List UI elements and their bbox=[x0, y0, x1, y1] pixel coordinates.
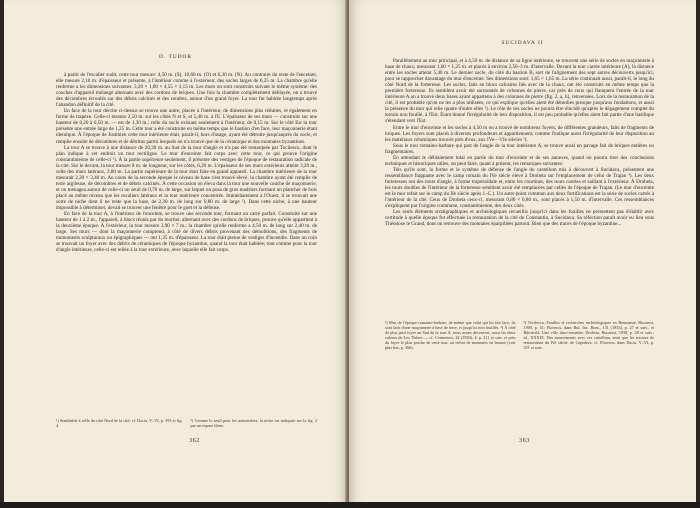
left-page bbox=[4, 0, 347, 508]
left-page-number: 362 bbox=[189, 437, 200, 444]
right-running-head: SUCIDAVA II bbox=[501, 40, 544, 46]
left-footnote-col-2 bbox=[191, 418, 318, 428]
right-paragraph-1: Parallèlement au mur principal, et à 4,50 m. de distance de sa ligne intérieure, se trouvent une série de socles en maçonnerie à base de chaux, mesurant 1,60 × 1,25 m. et placés à environ 2,50–3 m. d'intervalle. Devant la tour carrée intérieure (A), la distance entre les socles atteint 5,40 m. Le dernier socle, du côté du bastion B, sort de l'alignement des sept autres découverts jusqu'ici, pour se rapprocher davantage du mur d'enceinte. Ses dimensions sont: 1,65 × 1,65 m. La série continuait aussi, paraît-il, le long du côté Nord de la forteresse. Les socles, faits en blocs calcaires liés avec de la chaux, ont été construits en même temps que la première forteresse. Ils semblent avoir été surmontés de colonnes de pierre, car près de ceux qui flanquent l'entrée de la tour intérieure A on a trouvé deux bases ayant appartenu à des colonnes de pierre (fig. 2, a, b), renversées. Lors de la restauration de la cité, il est probable qu'on ne les a plus utilisées, ce qui explique qu'elles aient été démolies presque jusqu'aux fondations, et aussi la présence du mur qui relie quatre d'entre elles ¹). Le rôle de ces socles ne pourra être élucidé qu'après le dégagement complet du terrain non fouillé, à l'Est. Étant donné l'irrégularité de leur disposition, il est peu probable qu'elles aient fait partie d'une basilique s'étendant vers l'Est. bbox=[385, 58, 654, 125]
right-footnote-col-1 bbox=[385, 320, 516, 351]
left-footnote-col-1 bbox=[56, 418, 183, 428]
left-text-block bbox=[56, 72, 317, 253]
right-paragraph-3: Sous le mur romaino-barbare qui part de l'angle de la tour intérieure A, se trouve aussi un pavage fait de briques entières ou fragmentaires. bbox=[385, 142, 654, 155]
left-footnote-2: ²) Comme le seuil pour les meurtrières, la niche est indiquée sur la fig. 2 par un espace blanc. bbox=[190, 418, 317, 429]
bottom-edge bbox=[0, 502, 700, 508]
left-paragraph-1: à partir de l'escalier sudit, cette tour mesure: 4,50 m. (S), 10,60 m. (O) et 6,30 m. (N). Au contraire du reste de l'enceinte, elle mesure 2,10 m. d'épaisseur et présente, à l'intérieur comme à l'extérieur, des socles larges de 0,25 m. La chambre qu'elle renferme a les dimensions suivantes: 3,20 × 1,80 × 4,55 × 3,15 m. Les murs on sont construits suivant le même système: des couches d'appareil mélangé alternant avec des cordons de briques. Une fois la chambre complètement déblayée, on a trouvé des décombres écroulés sur des débris calcinés et des cendres, autour d'un grand foyer. La tour fut habitée longtemps après l'abandon définitif de la cité. bbox=[56, 72, 317, 109]
left-footnotes bbox=[56, 418, 317, 428]
right-paragraph-6: Les seuls éléments stratigraphiques et archéologiques recueillis jusqu'ici dans les fouilles ne permettent pas d'établir avec certitude à quelle époque fut effectuée la restauration de la cité de Constantin, à Sucidava. Sa réfection paraît avoir eu lieu sous Théodose le Grand, dont on retrouve des monnaies éparpillées partout. Bien que des traces de l'époque byzantine... bbox=[385, 209, 654, 228]
left-paragraph-2: En face de la tour décrite ci-dessus se trouve une autre, placée à l'intérieur, de dimensions plus réduites, et également en forme de trapèze. Celle-ci mesure 2,50 m. sur les côtés N et S, et 5,40 m. à l'E. L'épaisseur de ses murs — construits sur une hauteur de 0,20 à 0,50 m. — est de 1,30 m.; celle du socle existant seulement à l'intérieur, de 0,15 m. Sur le côté Est la tour présente une entrée large de 1,25 m. Cette tour a été construite en même temps que le bastion d'en face, leur maçonnerie étant identique. À l'époque de Justinien cette tour intérieure était, paraît-il, hors d'usage, ayant été détruite jusqu'auprès du socle, et remplie ensuite de décombres et de détritus parmi lesquels on n'a trouvé que de la céramique et des monnaies byzantines. bbox=[56, 108, 317, 145]
left-paragraph-4: En face de la tour A, à l'intérieur de l'enceinte, se trouve une seconde tour, formant un carré parfait. Construite sur une hauteur de 1 à 2 m., l'appareil, à blocs réunis par du mortier, alternant avec des cordons de briques, prouve qu'elle appartient à la deuxième époque. À l'extérieur, la tour mesure 3,90 × 7 m.; la chambre qu'elle renferme a 4,50 m. de long sur 2,40 m. de large. Ses murs — dont la maçonnerie comprend, à côté de divers débris provenant des démolitions, des fragments de monuments sculpturaux ou épigraphiques — ont 1,35 m. d'épaisseur. La tour était pleine de vestiges d'incendie. Dans un coin se trouvait un foyer avec des débris de céramiques de l'époque byzantine, quand la tour était habitée; tout comme pour la tour d'angle intérieure, celle-ci est reliée à la tour extérieure, avec laquelle elle fait corps. bbox=[56, 211, 317, 254]
right-page bbox=[349, 0, 696, 508]
right-paragraph-5: Tels qu'ils sont, la forme et le système de défense de l'angle du castellum mis à découvert à Sucidava, présentent une ressemblance frappante avec le camp romain du IVe siècle élevé à Drobeta sur l'emplacement de celui de Trajan ³). Les deux forteresses ont des tours d'angle, à forme trapézoïdale et, entre les courtines, des tours carrées et saillant à l'extérieur. À Drobeta, les tours doubles de l'intérieur de la forteresse semblent avoir été remplacées par celles de l'époque de Trajan. (Le mur d'enceinte est le mur refait sur le camp du IIe siècle après J.-C.). Un autre point commun aux deux fortifications est la série de socles carrés à l'intérieur de la cité. Ceux de Drobeta ceux-ci, mesurant 0,80 × 0,80 m., sont placés à 1,50 m. d'intervalle. Ces ressemblances s'expliquent par l'origine commune, constantinienne, des deux cités. bbox=[385, 166, 654, 210]
right-paragraph-4: En attendant le déblaiement total en partie du mur d'enceinte et de ses annexes, quand on pourra tirer des conclusions techniques et historiques utiles, on peut faire, quant à présent, les remarques suivantes: bbox=[385, 154, 654, 167]
left-paragraph-3: La tour A se trouve à une distance de 20,30 m. au Sud de la tour d'angle et n'a pas été remarquée par Tocilescu, dont le plan indique à cet endroit un mur rectiligne. Le mur d'enceinte fait corps avec cette tour, ce qui prouve l'origine constantinienne de celle-ci ¹). À la partie supérieure seulement, il présente des vestiges de l'époque de restauration radicale de la cité. Sur le devant, la tour mesure 8 m. de longueur, sur les côtés, 6,20 m. L'épaisseur de ses murs extérieurs atteint 3,20 m., celle des murs latéraux, 2,80 m. La partie supérieure de la tour était faite en grand appareil. La chambre intérieure de la tour mesurait 2,20 × 3,40 m. Au cours de la seconde époque le niveau de base s'est trouvé élevé, la chambre ayant été remplie de terre argileuse, de décombres et de débris calcinés. À cette occasion on éleva dans la tour une nouvelle couche de maçonnerie, et on ménagea autour de celle-ci un seuil de 0,70 m. de large, sur lequel on posa de gros madriers formant un plancher de bois placé au même niveau que les escaliers latéraux et la tour intérieure concentrée. Immédiatement à l'Ouest, il se trouvait une sorte de niche dont il ne reste que la base, de 2,30 m. de long sur 0,80 m. de large ²). Dans cette niche, à une hauteur impossible à déterminer, devait se trouver une fenêtre pour le guet et la défense. bbox=[56, 144, 317, 212]
left-footnote-1: ¹) Semblable à celle du côté Nord de la cité; cf. Dacia, V–VI, p. 393 et fig. 4. bbox=[56, 418, 183, 429]
right-footnote-col-2 bbox=[524, 320, 655, 351]
right-text-block bbox=[385, 58, 654, 227]
right-footnote-2: ³) Tocilescu, Fouilles et recherches archéologiques en Roumanie, Bucarest, 1900, p. 51; Florescu, dans Bul. Inc. Rom., 131 (1933), p. 27 et suiv., et Bárcăcilă, Une ville daco-romaine: Drobeta, Bucarest, 1938, p. 20 et suiv.; id., XXXIX. Des mouvements avec ces castellum, ainsi que les travaux de restauration du IVe siècle, de Capidava: cf. Florescu, dans Dacia, V–VI, p. 351 et suiv. bbox=[523, 320, 654, 351]
right-paragraph-2: Entre le mur d'enceinte et les socles à 4,50 m on a trouvé de nombreux foyers, de différentes grandeurs, faits de fragments de briques. Les foyers sont placés à diverses profondeurs et appartiennent, comme l'indique aussi l'irrégularité de leur disposition au les matériaux céramiques trouvés près d'eux, aux IVe—VIe siècles ²). bbox=[385, 124, 654, 143]
left-running-head: D. TUDOR bbox=[158, 54, 193, 60]
right-page-number: 363 bbox=[519, 437, 530, 444]
right-footnote-1: ¹) Mur de l'époque romaino-barbare, de même que celui qui lui fait face; ils sont faits d'une maçonnerie à base de terre, et jusqu'ici non fouillés. ²) À côté de plus petit foyer au Sud de la tour A, nous avons découvert, aussi les deux valeurs de Les Thèses — cf. Cermenesi, 22 (1930), 4, p. 211 et suiv. et près du foyer le plus proche de cette tour, un trésor de monnaies en bronze (voir plus bas, p. 366). bbox=[385, 320, 516, 351]
right-footnotes bbox=[385, 320, 654, 351]
